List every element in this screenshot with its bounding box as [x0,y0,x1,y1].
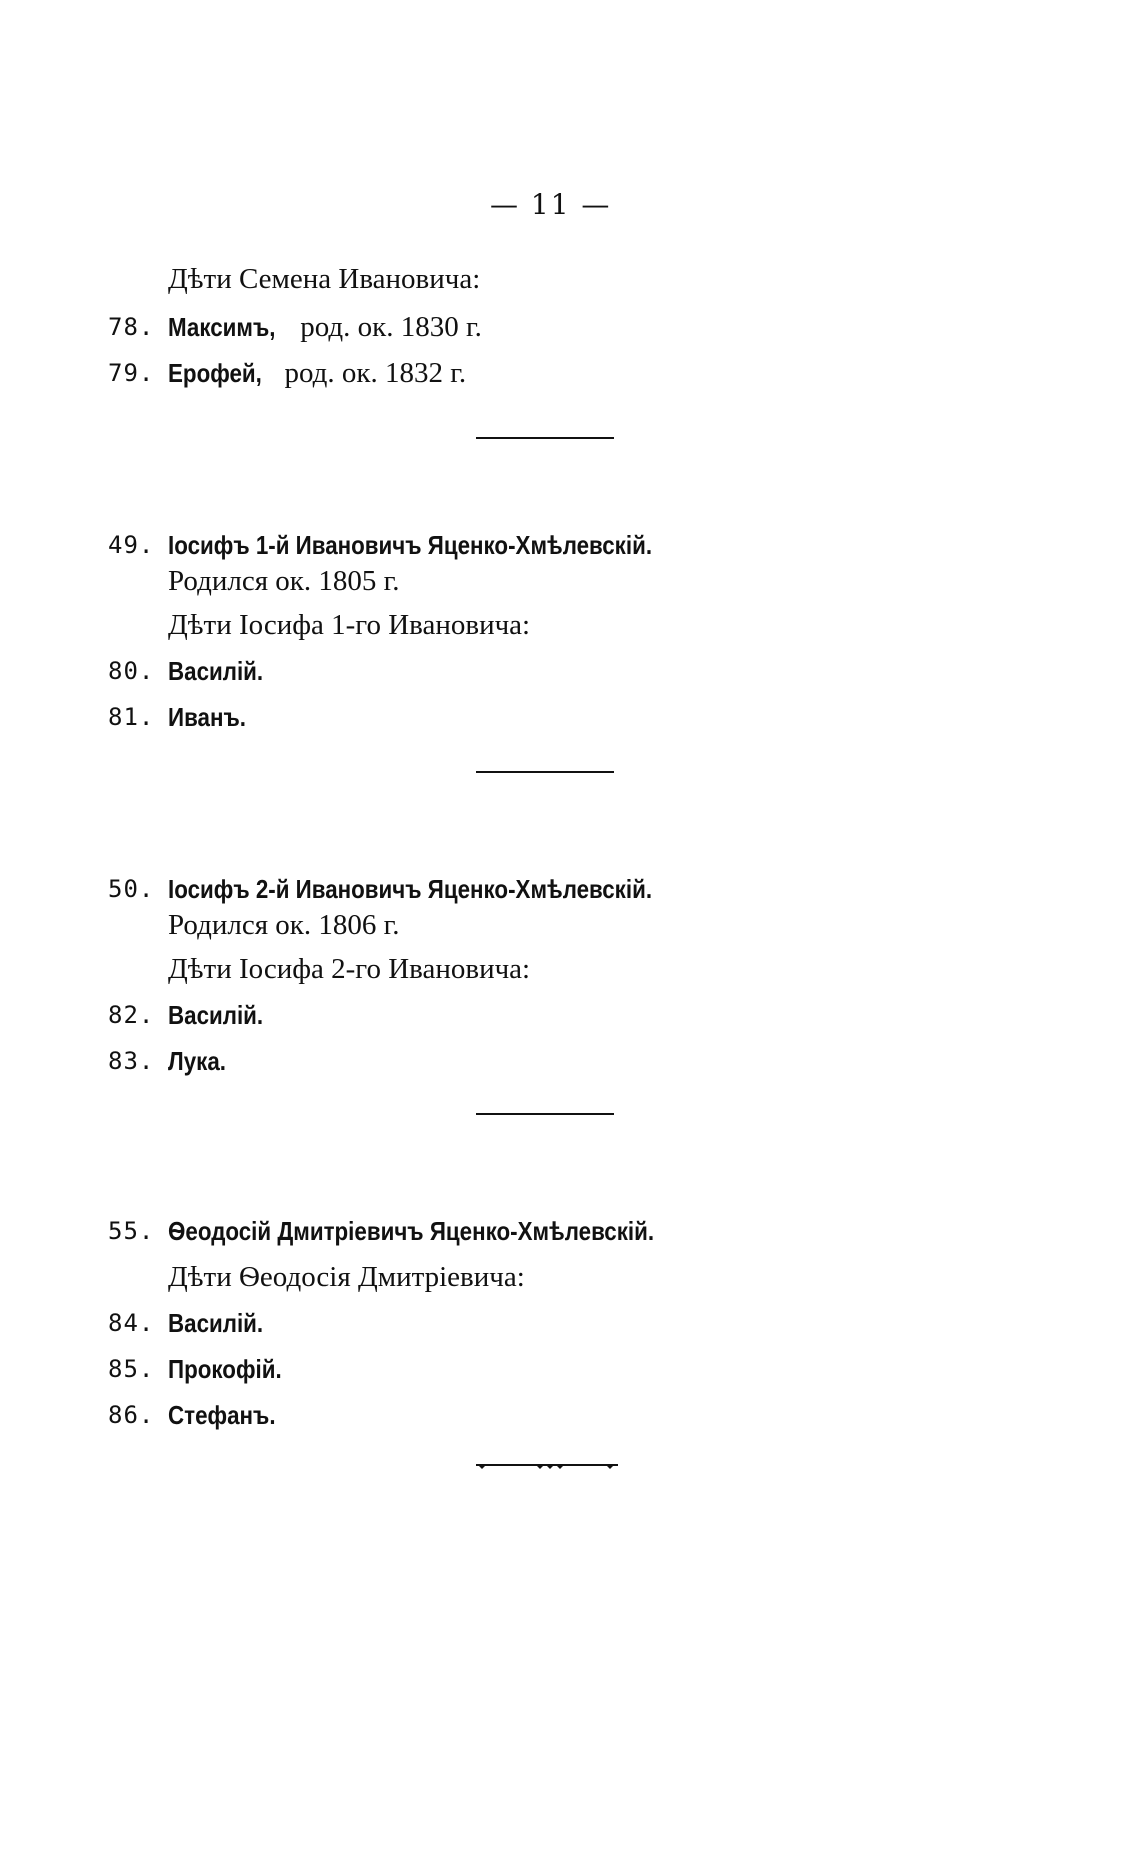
children-heading: Дѣти Іосифа 1-го Ивановича: [168,609,531,641]
section-divider [476,1113,614,1115]
entry-number: 55. [108,1217,155,1245]
child-entry [168,653,279,689]
child-entry [168,1043,235,1079]
entry-number: 50. [108,875,155,903]
person-heading [168,1213,733,1249]
child-name: Лука. [168,1046,226,1076]
entry-number: 78. [108,313,155,341]
child-name: Василій. [168,1308,264,1338]
entry-number: 83. [108,1047,155,1075]
child-note: род. ок. 1832 г. [284,357,467,389]
children-heading: Дѣти Іосифа 2-го Ивановича: [168,953,531,985]
child-entry [168,1397,293,1433]
page-number: — 11 — [490,188,612,221]
person-name: Іосифъ 2-й Ивановичъ Яценко-Хмѣлевскій. [168,874,653,904]
person-name: Іосифъ 1-й Ивановичъ Яценко-Хмѣлевскій. [168,530,653,560]
entry-number: 86. [108,1401,155,1429]
child-name: Стефанъ. [168,1400,276,1430]
birth-note: Родился ок. 1805 г. [168,565,400,597]
children-heading: Дѣти Семена Ивановича: [168,263,481,295]
section-divider [476,771,614,773]
person-heading [168,527,731,563]
child-entry [168,1305,279,1341]
child-name: Ерофей, [168,358,262,388]
child-entry [168,309,482,345]
entry-number: 79. [108,359,155,387]
child-name: Прокофій. [168,1354,282,1384]
entry-number: 80. [108,657,155,685]
end-ornament [476,1463,618,1469]
entry-number: 81. [108,703,155,731]
child-name: Василій. [168,656,264,686]
child-entry [168,355,466,391]
entry-number: 85. [108,1355,155,1383]
person-heading [168,871,731,907]
entry-number: 82. [108,1001,155,1029]
section-divider [476,437,614,439]
child-entry [168,1351,300,1387]
child-entry [168,699,259,735]
entry-number: 84. [108,1309,155,1337]
entry-number: 49. [108,531,155,559]
birth-note: Родился ок. 1806 г. [168,909,400,941]
child-note: род. ок. 1830 г. [300,311,482,343]
person-name: Ѳеодосій Дмитріевичъ Яценко-Хмѣлевскій. [168,1216,655,1246]
child-name: Василій. [168,1000,264,1030]
children-heading: Дѣти Ѳеодосія Дмитріевича: [168,1261,525,1293]
child-entry [168,997,279,1033]
child-name: Максимъ, [168,312,276,342]
child-name: Иванъ. [168,702,246,732]
